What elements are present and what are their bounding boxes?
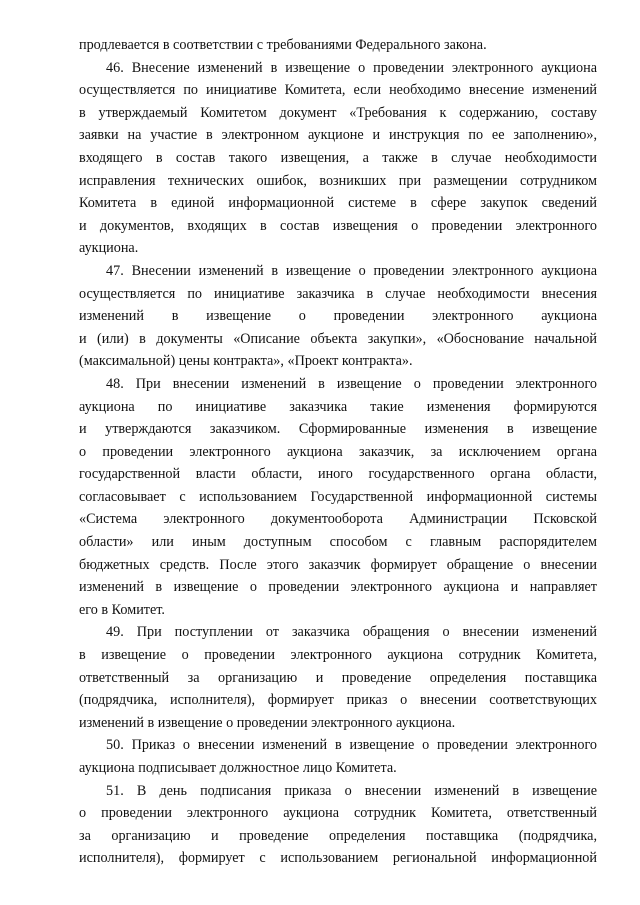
paragraph-49-line: в извещение о проведении электронного аукциона сотрудник Комитета, [79,647,597,664]
paragraph-51-line: о проведении электронного аукциона сотрудник Комитета, ответственный [79,805,597,822]
paragraph-48-line: его в Комитет. [79,601,165,618]
paragraph-50-line: 50. Приказ о внесении изменений в извещение о проведении электронного [106,737,597,754]
paragraph-49-line: 49. При поступлении от заказчика обращения о внесении изменений [106,624,597,641]
paragraph-48-line: аукциона по инициативе заказчика такие изменения формируются [79,398,597,415]
paragraph-51-line: за организацию и проведение определения поставщика (подрядчика, [79,827,597,844]
paragraph-49-line: (подрядчика, исполнителя), формирует приказ о внесении соответствующих [79,692,597,709]
paragraph-47-line: и (или) в документы «Описание объекта закупки», «Обоснование начальной [79,330,597,347]
paragraph-48-line: государственной власти области, иного государственного органа области, [79,466,597,483]
paragraph-46-line: аукциона. [79,240,139,257]
text-line: продлевается в соответствии с требованиями Федерального закона. [79,37,487,53]
paragraph-46-line: в утверждаемый Комитетом документ «Требования к содержанию, составу [79,104,597,121]
paragraph-48-line: и утверждаются заказчиком. Сформированные изменения в извещение [79,421,597,438]
paragraph-48-line: изменений в извещение о проведении электронного аукциона и направляет [79,579,597,596]
paragraph-48-line: бюджетных средств. После этого заказчик формирует обращение о внесении [79,556,597,573]
paragraph-47-line: (максимальной) цены контракта», «Проект контракта». [79,353,413,370]
paragraph-51-line: исполнителя), формирует с использованием региональной информационной [79,850,597,867]
paragraph-48-line: «Система электронного документооборота Администрации Псковской [79,511,597,528]
paragraph-46-line: Комитета в единой информационной системе в сфере закупок сведений [79,195,597,212]
paragraph-47-line: осуществляется по инициативе заказчика в случае необходимости внесения [79,285,597,302]
paragraph-46-line: осуществляется по инициативе Комитета, если необходимо внесение изменений [79,82,597,99]
document-page [79,34,597,870]
paragraph-49-line: ответственный за организацию и проведение определения поставщика [79,669,597,686]
paragraph-47-line: 47. Внесении изменений в извещение о проведении электронного аукциона [106,262,597,279]
paragraph-46-line: 46. Внесение изменений в извещение о проведении электронного аукциона [106,59,597,76]
paragraph-46-line: исправления технических ошибок, возникших при размещении сотрудником [79,172,597,189]
paragraph-46-line: и документов, входящих в состав извещения о проведении электронного [79,217,597,234]
paragraph-46-line: входящего в состав такого извещения, а также в случае необходимости [79,149,597,166]
paragraph-48-line: о проведении электронного аукциона заказчик, за исключением органа [79,443,597,460]
paragraph-48-line: 48. При внесении изменений в извещение о проведении электронного [106,375,597,392]
paragraph-50-line: аукциона подписывает должностное лицо Комитета. [79,760,397,776]
paragraph-47-line: изменений в извещение о проведении электронного аукциона [79,308,597,325]
paragraph-48-line: согласовывает с использованием Государственной информационной системы [79,488,597,505]
paragraph-48-line: области» или иным доступным способом с главным распорядителем [79,534,597,551]
paragraph-51-line: 51. В день подписания приказа о внесении изменений в извещение [106,782,597,799]
paragraph-49-line: изменений в извещение о проведении электронного аукциона. [79,714,456,731]
paragraph-46-line: заявки на участие в электронном аукционе и инструкция по ее заполнению», [79,127,597,144]
